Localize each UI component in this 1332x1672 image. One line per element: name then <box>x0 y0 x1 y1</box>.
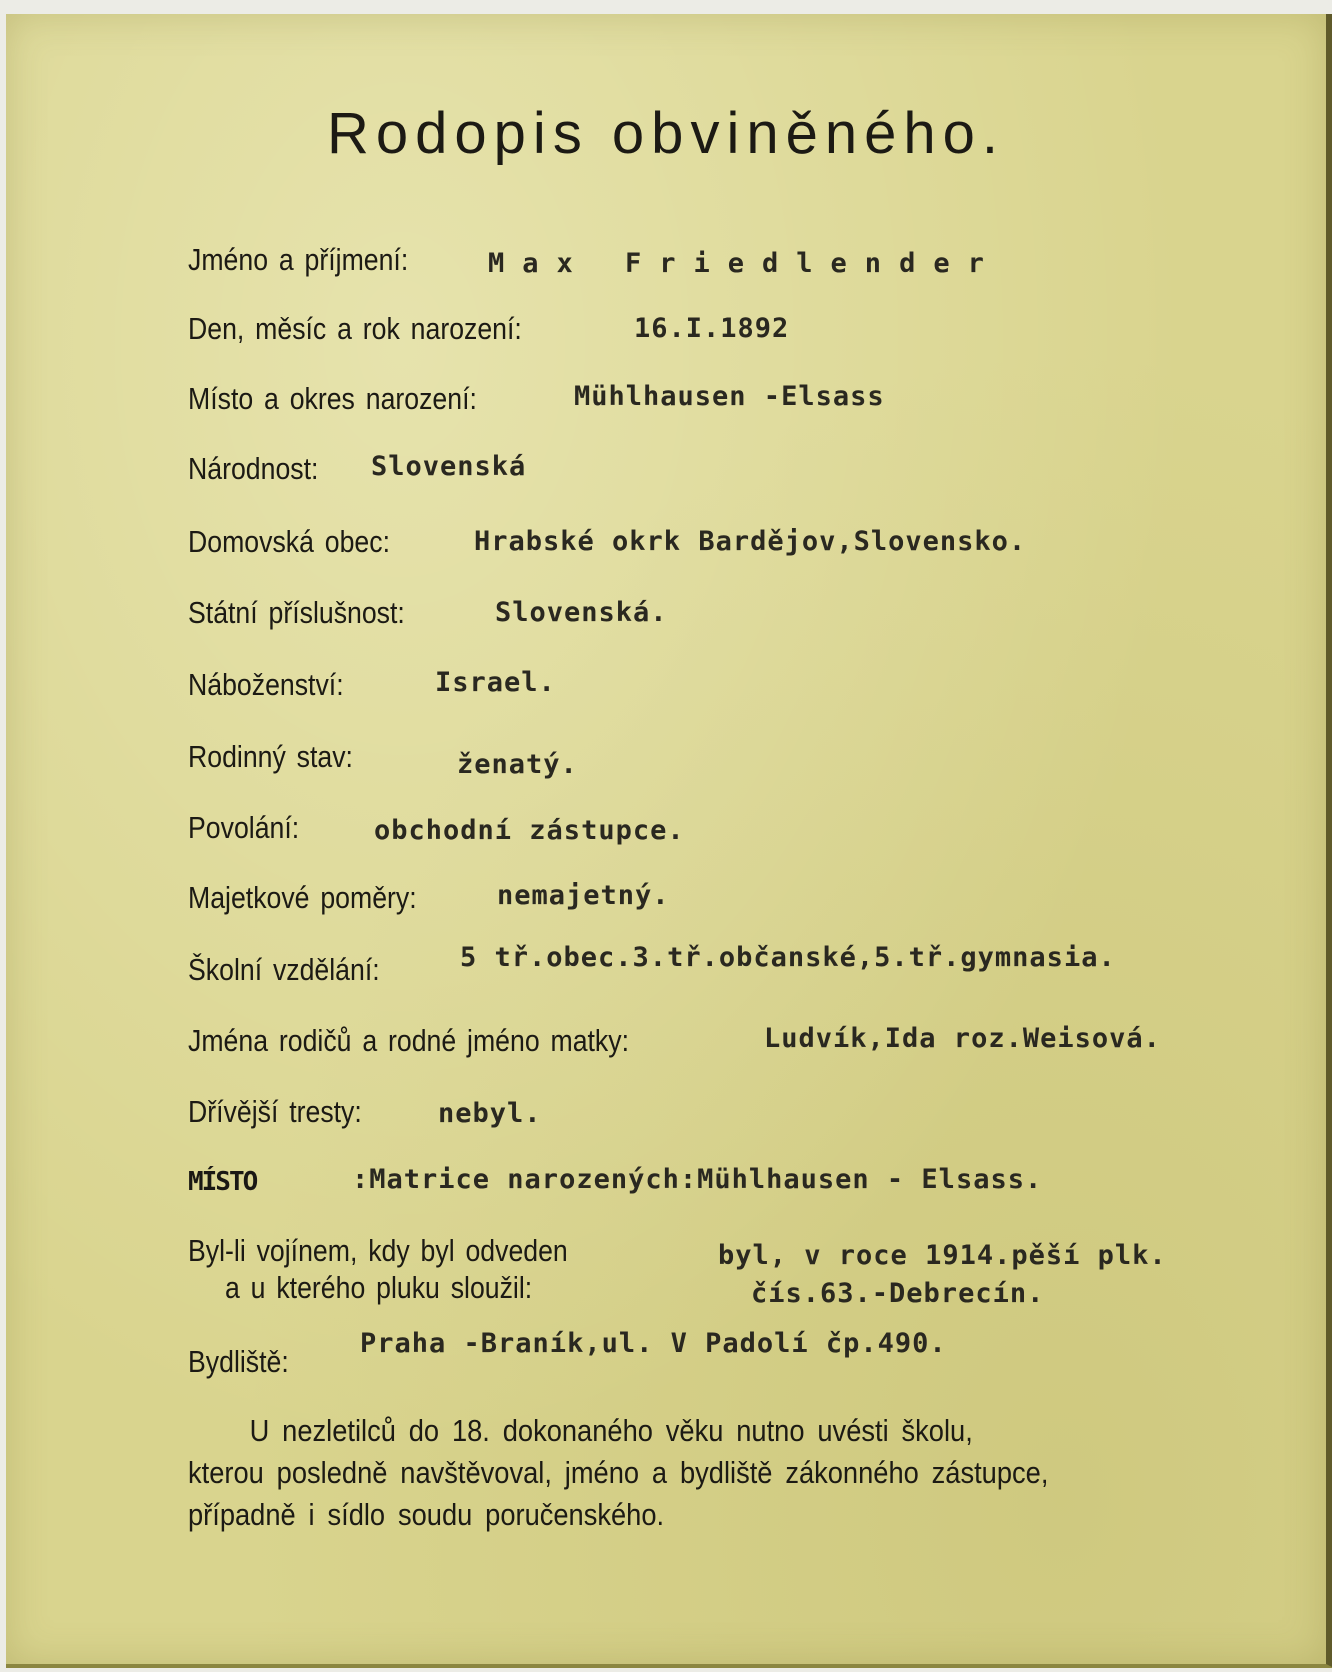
value-birth-place: Mühlhausen -Elsass <box>574 381 885 412</box>
value-occupation: obchodní zástupce. <box>374 815 685 846</box>
struck-label: MÍSTO <box>188 1167 257 1197</box>
footnote-line: kterou posledně navštěvoval, jméno a bydliště zákonného zástupce, <box>188 1455 1049 1490</box>
label-parents: Jména rodičů a rodné jméno matky: <box>188 1023 630 1058</box>
footnote-line: případně i sídlo soudu poručenského. <box>188 1497 665 1532</box>
label-home-municipality: Domovská obec: <box>188 524 391 559</box>
value-home-municipality: Hrabské okrk Bardějov,Slovensko. <box>474 526 1027 557</box>
label-birth-place: Místo a okres narození: <box>188 381 477 416</box>
label-religion: Náboženství: <box>188 667 344 702</box>
value-birth-register: :Matrice narozených:Mühlhausen - Elsass. <box>352 1164 1043 1195</box>
value-marital-status: ženatý. <box>457 749 578 780</box>
value-previous-convictions: nebyl. <box>438 1098 542 1129</box>
label-citizenship: Státní příslušnost: <box>188 595 405 630</box>
label-education: Školní vzdělání: <box>188 952 380 987</box>
document-title: Rodopis obviněného. <box>327 101 1005 166</box>
value-parents: Ludvík,Ida roz.Weisová. <box>764 1023 1161 1054</box>
value-military-drafted: byl, v roce 1914.pěší plk. <box>718 1240 1167 1271</box>
label-residence: Bydliště: <box>188 1344 289 1379</box>
value-property: nemajetný. <box>497 880 670 911</box>
value-military-regiment: čís.63.-Debrecín. <box>751 1278 1045 1309</box>
label-previous-convictions: Dřívější tresty: <box>188 1094 362 1129</box>
label-military-regiment: a u kterého pluku sloužil: <box>225 1270 533 1305</box>
footnote-line: U nezletilců do 18. dokonaného věku nutno uvésti školu, <box>249 1413 973 1448</box>
label-property: Majetkové poměry: <box>188 880 417 915</box>
label-occupation: Povolání: <box>188 810 300 845</box>
label-military-drafted: Byl-li vojínem, kdy byl odveden <box>188 1233 568 1268</box>
value-nationality: Slovenská <box>371 451 527 482</box>
value-education: 5 tř.obec.3.tř.občanské,5.tř.gymnasia. <box>460 942 1116 973</box>
label-marital-status: Rodinný stav: <box>188 739 353 774</box>
value-name: Max Friedlender <box>488 248 1002 279</box>
value-religion: Israel. <box>435 667 556 698</box>
footnote <box>188 1410 1208 1536</box>
label-nationality: Národnost: <box>188 451 319 486</box>
value-citizenship: Slovenská. <box>495 597 668 628</box>
label-birth-date: Den, měsíc a rok narození: <box>188 311 522 346</box>
value-birth-date: 16.I.1892 <box>634 313 790 344</box>
label-name: Jméno a příjmení: <box>188 242 409 277</box>
value-residence: Praha -Braník,ul. V Padolí čp.490. <box>360 1328 947 1359</box>
